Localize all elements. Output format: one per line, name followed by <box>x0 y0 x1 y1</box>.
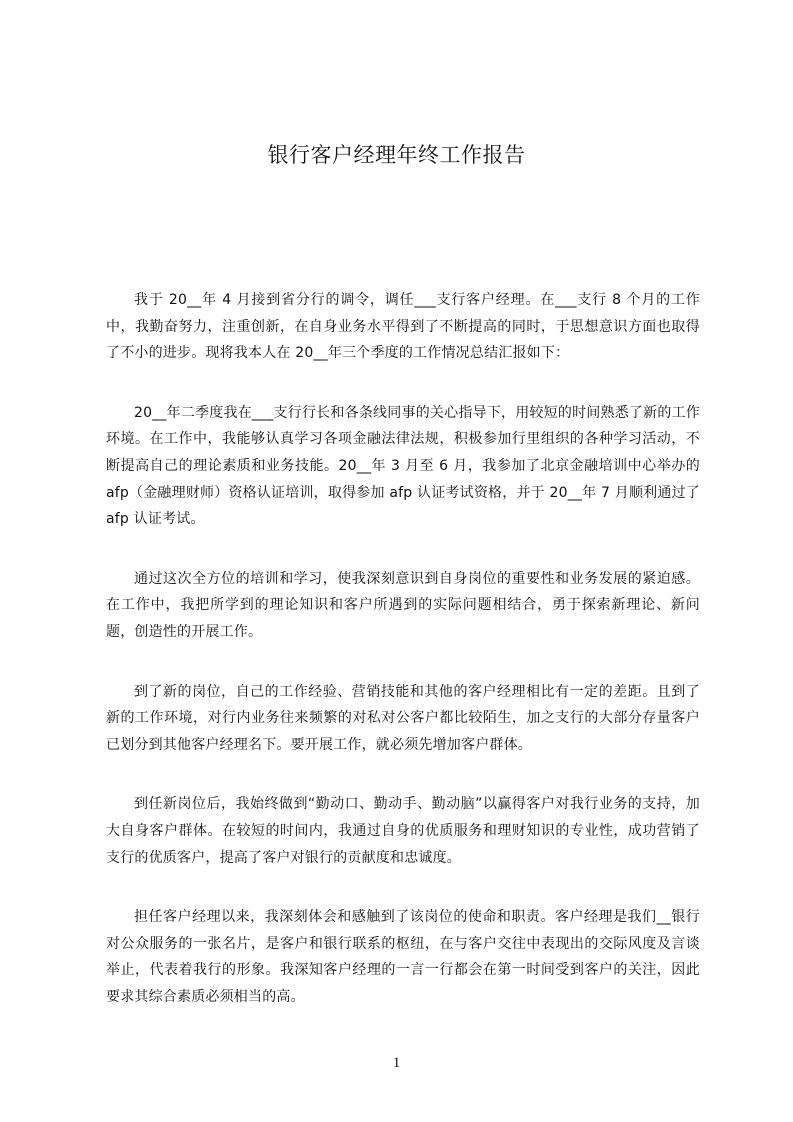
paragraph-6: 担任客户经理以来，我深刻体会和感触到了该岗位的使命和职责。客户经理是我们__银行对公众服务的一张名片，是客户和银行联系的枢纽，在与客户交往中表现出的交际风度及言谈举止，代表着我行的形象。我深知客户经理的一言一行都会在第一时间受到客户的关注，因此要求其综合素质必须相当的高。 <box>106 909 700 1005</box>
paragraph-2: 20__年二季度我在___支行行长和各条线同事的关心指导下，用较短的时间熟悉了新的工作环境。在工作中，我能够认真学习各项金融法律法规，积极参加行里组织的各种学习活动，不断提高自己的理论素质和业务技能。20__年 3 月至 6 月，我参加了北京金融培训中心举办的 afp（金融理财师）资格认证培训，取得参加 afp 认证考试资格，并于 20__年 7 月顺利通过了 afp 认证考试。 <box>106 404 700 528</box>
paragraph-4: 到了新的岗位，自己的工作经验、营销技能和其他的客户经理相比有一定的差距。且到了新的工作环境，对行内业务往来频繁的对私对公客户都比较陌生，加之支行的大部分存量客户已划分到其他客户经理名下。要开展工作，就必须先增加客户群体。 <box>106 683 700 753</box>
document-body <box>106 287 700 1043</box>
paragraph-1: 我于 20__年 4 月接到省分行的调令，调任___支行客户经理。在___支行 8 个月的工作中，我勤奋努力，注重创新，在自身业务水平得到了不断提高的同时，于思想意识方面也取得了不小的进步。现将我本人在 20__年三个季度的工作情况总结汇报如下： <box>106 292 700 362</box>
document-title: 银行客户经理年终工作报告 <box>267 143 526 167</box>
page-number: 1 <box>392 1055 401 1071</box>
paragraph-5: 到任新岗位后，我始终做到“勤动口、勤动手、勤动脑”以赢得客户对我行业务的支持，加大自身客户群体。在较短的时间内，我通过自身的优质服务和理财知识的专业性，成功营销了支行的优质客户，提高了客户对银行的贡献度和忠诚度。 <box>106 796 700 866</box>
paragraph-3: 通过这次全方位的培训和学习，使我深刻意识到自身岗位的重要性和业务发展的紧迫感。在工作中，我把所学到的理论知识和客户所遇到的实际问题相结合，勇于探索新理论、新问题，创造性的开展工作。 <box>106 570 700 640</box>
